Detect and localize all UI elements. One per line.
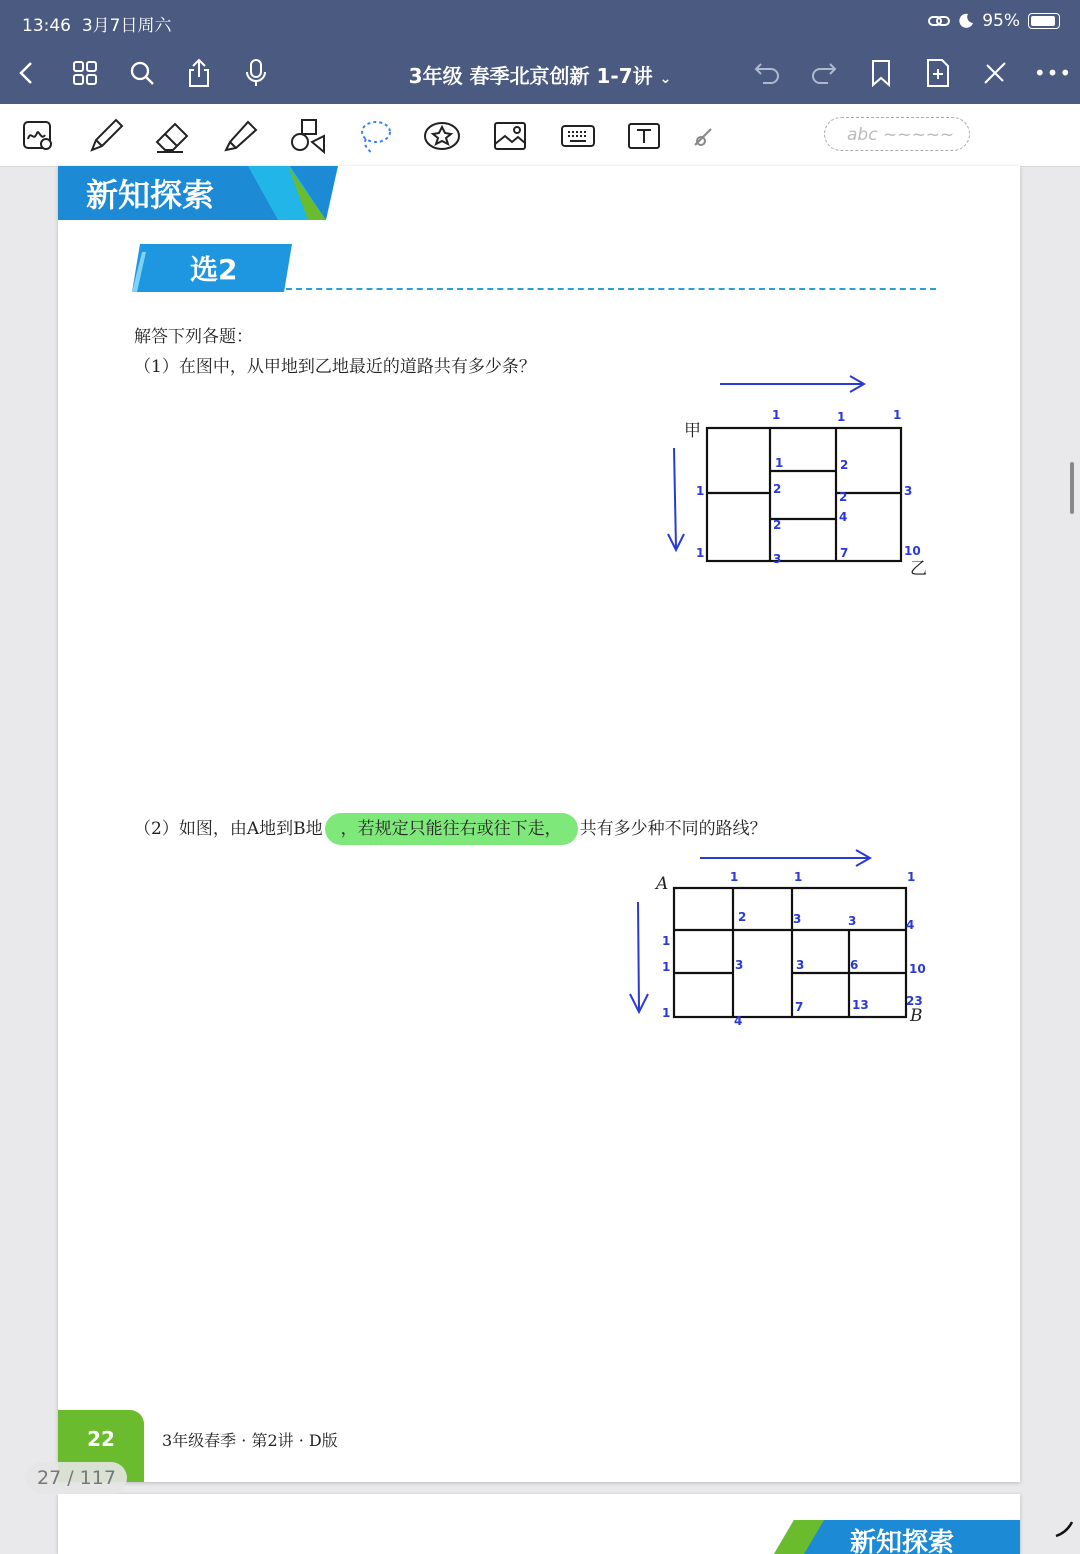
eraser-icon[interactable]	[151, 114, 195, 158]
status-right	[928, 11, 1060, 31]
grid-icon[interactable]	[66, 54, 104, 92]
share-icon[interactable]	[180, 54, 218, 92]
handwriting-icon[interactable]	[16, 114, 60, 158]
text-style-preset[interactable]: abc ~~~~~	[824, 117, 970, 151]
sticker-icon[interactable]	[420, 114, 464, 158]
document-page: 新知探索 选2 解答下列各题： （1）在图中，从甲地到乙地最近的道路共有多少条？ 甲 乙 1 1 1 1 1 1 2 2 2 2 4 3 3 7 10 （2）如图，由A地到B地 ，若规定只能往右或往下走， 共有多少种不同的路线？ A B 1 1 1 1 1 1 2 3 3 4 3 3 6 10 4 7 13 23 22 3年级春季 · 第2讲 · D版	[58, 166, 1020, 1482]
scroll-indicator[interactable]	[1070, 462, 1074, 514]
highlighter-icon[interactable]	[218, 114, 262, 158]
undo-icon[interactable]	[748, 54, 786, 92]
link-icon	[928, 14, 950, 28]
status-bar	[0, 0, 1080, 42]
subsection-rule	[286, 288, 936, 290]
image-icon[interactable]	[488, 114, 532, 158]
pen-icon[interactable]	[84, 114, 128, 158]
subsection-title: 选2	[190, 253, 238, 286]
section-title: 新知探索	[86, 176, 215, 214]
next-page	[58, 1494, 1020, 1554]
figure-1-end-label: 乙	[910, 559, 927, 579]
annotation-toolbar	[0, 104, 1080, 167]
question-2-suffix: 共有多少种不同的路线？	[579, 819, 767, 839]
elements-icon[interactable]	[682, 114, 726, 158]
text-box-icon[interactable]	[622, 114, 666, 158]
page-counter[interactable]: 27 / 117	[26, 1462, 127, 1494]
microphone-icon[interactable]	[237, 54, 275, 92]
question-2-prefix: （2）如图，由A地到B地	[134, 819, 323, 839]
footer-page-number: 22	[58, 1410, 144, 1482]
figure-2-start-label: A	[656, 874, 669, 894]
figure-2-end-label: B	[910, 1006, 923, 1026]
status-time: 13:46 3月7日周六	[22, 16, 172, 36]
figure-1-start-label: 甲	[684, 421, 701, 441]
battery-percent: 95%	[982, 11, 1020, 31]
keyboard-icon[interactable]	[556, 114, 600, 158]
question-2	[134, 814, 767, 839]
nav-bar	[0, 42, 1080, 104]
shapes-icon[interactable]	[286, 114, 330, 158]
back-icon[interactable]	[8, 54, 46, 92]
footer-text: 3年级春季 · 第2讲 · D版	[162, 1431, 338, 1450]
redo-icon[interactable]	[805, 54, 843, 92]
search-icon[interactable]	[123, 54, 161, 92]
ink-stroke-icon	[1052, 1518, 1076, 1540]
document-title[interactable]: 3年级 春季北京创新 1-7讲 ⌄	[408, 64, 672, 88]
close-edit-icon[interactable]	[976, 54, 1014, 92]
next-page-title: 新知探索	[850, 1528, 955, 1554]
instructions: 解答下列各题：	[134, 327, 253, 347]
question-1: （1）在图中，从甲地到乙地最近的道路共有多少条？	[134, 357, 536, 377]
question-2-highlight[interactable]: ，若规定只能往右或往下走，	[325, 813, 578, 845]
add-page-icon[interactable]	[919, 54, 957, 92]
more-icon[interactable]: •••	[1033, 61, 1073, 85]
battery-icon	[1028, 13, 1060, 29]
moon-icon	[958, 13, 974, 29]
lasso-icon[interactable]	[352, 114, 396, 158]
bookmark-icon[interactable]	[862, 54, 900, 92]
